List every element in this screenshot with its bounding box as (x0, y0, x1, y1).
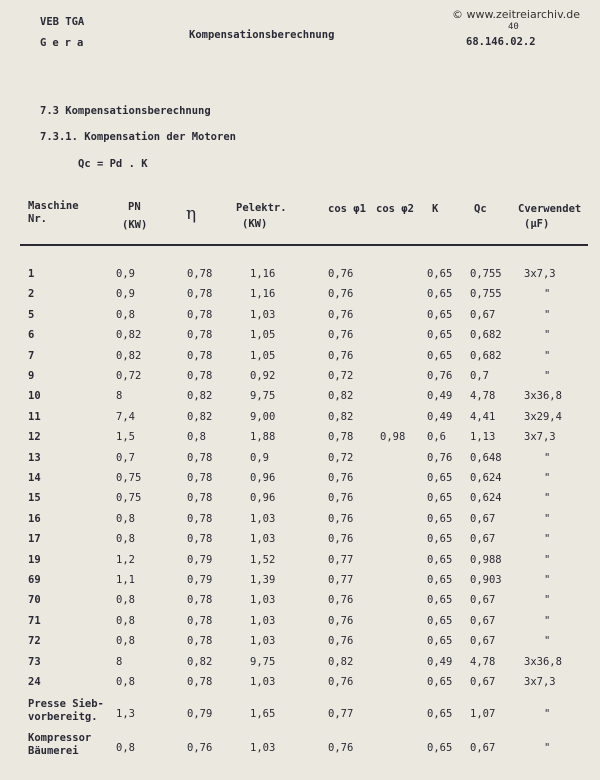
cell-cos1: 0,76 (328, 472, 354, 484)
cell-cv: " (544, 288, 551, 301)
cell-pel: 1,03 (250, 614, 276, 627)
cell-nr: 5 (28, 308, 35, 321)
cell-cv: " (544, 472, 551, 484)
cell-cos1: 0,76 (328, 349, 354, 362)
cell-cv: 3x7,3 (524, 676, 556, 688)
cell-pel: 9,00 (250, 410, 276, 423)
cell-nr: 72 (28, 635, 41, 648)
cell-pn: 0,8 (116, 742, 135, 754)
cell-pel: 1,65 (250, 708, 276, 720)
cell-pn: 0,82 (116, 349, 142, 362)
cell-cos1: 0,76 (328, 288, 354, 301)
section-subheading: 7.3.1. Kompensation der Motoren (40, 131, 236, 143)
cell-k: 0,49 (427, 410, 453, 423)
cell-nr: 11 (28, 410, 41, 423)
cell-qc: 0,67 (470, 533, 496, 546)
cell-k: 0,76 (427, 451, 453, 464)
cell-cv: 3x36,8 (524, 655, 562, 668)
cell-pel: 0,96 (250, 472, 276, 484)
doc-title: Kompensationsberechnung (189, 29, 335, 41)
cell-cv: " (544, 594, 551, 607)
col-cos2: cos φ2 (376, 203, 414, 215)
cell-qc: 0,7 (470, 370, 489, 382)
cell-eta: 0,78 (187, 533, 213, 546)
cell-pel: 1,88 (250, 431, 276, 444)
col-eta: η (186, 204, 197, 224)
cell-nr: 14 (28, 472, 41, 484)
cell-qc: 0,648 (470, 451, 502, 464)
cell-pel: 1,03 (250, 676, 276, 688)
doc-number: 68.146.02.2 (466, 36, 536, 48)
cell-pel: 1,05 (250, 349, 276, 362)
cell-cos1: 0,82 (328, 410, 354, 423)
cell-eta: 0,82 (187, 410, 213, 423)
cell-pn: 0,9 (116, 268, 135, 280)
cell-nr: 6 (28, 329, 35, 342)
cell-pn: 0,7 (116, 451, 135, 464)
cell-eta: 0,78 (187, 268, 213, 280)
cell-k: 0,65 (427, 329, 453, 342)
cell-cv: " (544, 308, 551, 321)
cell-nr: 9 (28, 370, 35, 382)
cell-k: 0,65 (427, 574, 453, 586)
cell-qc: 0,67 (470, 614, 496, 627)
cell-pn: 0,8 (116, 676, 135, 688)
cell-k: 0,65 (427, 492, 453, 505)
cell-qc: 0,988 (470, 553, 502, 566)
col-nr: Nr. (28, 213, 47, 225)
col-qc: Qc (474, 203, 487, 215)
cell-k: 0,65 (427, 614, 453, 627)
cell-pn: 8 (116, 390, 123, 403)
cell-pn: 1,5 (116, 431, 135, 444)
cell-pn: 0,8 (116, 533, 135, 546)
cell-qc: 0,67 (470, 635, 496, 648)
cell-qc: 1,07 (470, 708, 496, 720)
cell-cv: 3x29,4 (524, 410, 562, 423)
cell-nr: 7 (28, 349, 35, 362)
cell-nr: 17 (28, 533, 41, 546)
cell-qc: 4,78 (470, 655, 496, 668)
cell-cv: " (544, 708, 551, 720)
cell-qc: 0,67 (470, 742, 496, 754)
cell-k: 0,65 (427, 742, 453, 754)
cell-pel: 1,03 (250, 533, 276, 546)
cell-eta: 0,78 (187, 349, 213, 362)
cell-cv: " (544, 742, 551, 754)
cell-pn: 7,4 (116, 410, 135, 423)
cell-pn: 0,72 (116, 370, 142, 382)
cell-pn: 0,75 (116, 492, 142, 505)
cell-k: 0,65 (427, 708, 453, 720)
col-cv: Cverwendet (518, 203, 582, 215)
cell-pn: 0,75 (116, 472, 142, 484)
cell-cv: " (544, 451, 551, 464)
cell-pel: 1,03 (250, 308, 276, 321)
cell-eta: 0,78 (187, 676, 213, 688)
col-pel-unit: (KW) (242, 218, 268, 230)
cell-qc: 0,67 (470, 594, 496, 607)
org-line2: Gera (40, 37, 90, 49)
cell-pel: 0,92 (250, 370, 276, 382)
cell-pel: 1,52 (250, 553, 276, 566)
cell-cos1: 0,76 (328, 512, 354, 525)
cell-cos1: 0,82 (328, 655, 354, 668)
watermark: © www.zeitreiarchiv.de (452, 8, 580, 21)
cell-pn: 1,2 (116, 553, 135, 566)
cell-eta: 0,78 (187, 308, 213, 321)
cell-nr: 10 (28, 390, 41, 403)
cell-eta: 0,76 (187, 742, 213, 754)
cell-k: 0,65 (427, 268, 453, 280)
cell-cos1: 0,78 (328, 431, 354, 444)
cell-pel: 1,03 (250, 512, 276, 525)
cell-cv: " (544, 574, 551, 586)
cell-eta: 0,78 (187, 329, 213, 342)
cell-eta: 0,8 (187, 431, 206, 444)
cell-nr: 24 (28, 676, 41, 688)
cell-cos1: 0,76 (328, 594, 354, 607)
cell-nr: Presse Sieb- (28, 698, 104, 710)
cell-nr-line2: vorbereitg. (28, 711, 98, 723)
cell-pn: 0,8 (116, 614, 135, 627)
cell-pel: 0,96 (250, 492, 276, 505)
cell-eta: 0,82 (187, 655, 213, 668)
cell-pel: 1,03 (250, 742, 276, 754)
cell-nr: 19 (28, 553, 41, 566)
cell-qc: 0,903 (470, 574, 502, 586)
cell-pn: 0,82 (116, 329, 142, 342)
cell-cv: " (544, 533, 551, 546)
cell-nr: 69 (28, 574, 41, 586)
cell-nr: 12 (28, 431, 41, 444)
cell-qc: 0,624 (470, 492, 502, 505)
cell-k: 0,65 (427, 635, 453, 648)
cell-pel: 1,16 (250, 268, 276, 280)
cell-k: 0,49 (427, 655, 453, 668)
cell-nr: 15 (28, 492, 41, 505)
col-pel: Pelektr. (236, 202, 287, 214)
cell-eta: 0,78 (187, 451, 213, 464)
cell-pel: 1,16 (250, 288, 276, 301)
cell-cv: " (544, 329, 551, 342)
cell-cv: " (544, 492, 551, 505)
cell-cos1: 0,76 (328, 635, 354, 648)
cell-pel: 1,03 (250, 635, 276, 648)
cell-pn: 0,9 (116, 288, 135, 301)
cell-k: 0,6 (427, 431, 446, 444)
header-divider (20, 244, 588, 246)
cell-cos1: 0,76 (328, 329, 354, 342)
cell-pn: 0,8 (116, 512, 135, 525)
cell-cos1: 0,76 (328, 614, 354, 627)
cell-pel: 9,75 (250, 655, 276, 668)
cell-cos1: 0,72 (328, 370, 354, 382)
cell-cv: " (544, 349, 551, 362)
cell-pn: 1,1 (116, 574, 135, 586)
cell-cos1: 0,77 (328, 708, 354, 720)
cell-qc: 0,624 (470, 472, 502, 484)
cell-k: 0,65 (427, 594, 453, 607)
cell-nr: 16 (28, 512, 41, 525)
cell-cv: 3x7,3 (524, 431, 556, 444)
cell-cos1: 0,76 (328, 492, 354, 505)
cell-pn: 8 (116, 655, 123, 668)
cell-eta: 0,78 (187, 492, 213, 505)
cell-eta: 0,79 (187, 574, 213, 586)
cell-nr: 73 (28, 655, 41, 668)
cell-pel: 1,39 (250, 574, 276, 586)
cell-cos1: 0,76 (328, 676, 354, 688)
cell-k: 0,65 (427, 533, 453, 546)
cell-qc: 4,41 (470, 410, 496, 423)
cell-cos1: 0,77 (328, 574, 354, 586)
cell-cos1: 0,76 (328, 533, 354, 546)
cell-nr: 2 (28, 288, 35, 301)
cell-eta: 0,78 (187, 614, 213, 627)
cell-cv: 3x7,3 (524, 268, 556, 280)
cell-k: 0,65 (427, 512, 453, 525)
cell-qc: 0,755 (470, 288, 502, 301)
cell-cv: " (544, 512, 551, 525)
cell-cv: " (544, 635, 551, 648)
cell-k: 0,65 (427, 288, 453, 301)
cell-cv: 3x36,8 (524, 390, 562, 403)
cell-nr: Kompressor (28, 732, 92, 744)
cell-nr: 70 (28, 594, 41, 607)
section-heading: 7.3 Kompensationsberechnung (40, 105, 211, 117)
cell-k: 0,65 (427, 676, 453, 688)
cell-cos1: 0,77 (328, 553, 354, 566)
cell-qc: 0,682 (470, 349, 502, 362)
cell-cos2: 0,98 (380, 431, 406, 444)
col-maschine: Maschine (28, 200, 79, 212)
cell-eta: 0,79 (187, 708, 213, 720)
cell-nr: 13 (28, 451, 41, 464)
cell-cv: " (544, 614, 551, 627)
col-cv-unit: (µF) (524, 218, 550, 230)
col-pn-unit: (KW) (122, 219, 148, 231)
cell-cos1: 0,76 (328, 742, 354, 754)
cell-eta: 0,78 (187, 472, 213, 484)
cell-pel: 0,9 (250, 451, 269, 464)
cell-eta: 0,78 (187, 512, 213, 525)
cell-k: 0,65 (427, 472, 453, 484)
cell-eta: 0,78 (187, 594, 213, 607)
cell-nr: 71 (28, 614, 41, 627)
cell-eta: 0,78 (187, 635, 213, 648)
cell-pel: 1,03 (250, 594, 276, 607)
cell-pn: 0,8 (116, 635, 135, 648)
cell-eta: 0,79 (187, 553, 213, 566)
cell-k: 0,49 (427, 390, 453, 403)
cell-qc: 1,13 (470, 431, 496, 444)
cell-k: 0,65 (427, 553, 453, 566)
cell-eta: 0,82 (187, 390, 213, 403)
cell-cos1: 0,76 (328, 308, 354, 321)
page-number: 40 (508, 22, 519, 32)
cell-cos1: 0,76 (328, 268, 354, 280)
cell-nr: 1 (28, 268, 35, 280)
cell-pn: 0,8 (116, 594, 135, 607)
cell-qc: 0,67 (470, 512, 496, 525)
cell-k: 0,76 (427, 370, 453, 382)
cell-nr-line2: Bäumerei (28, 745, 79, 757)
col-cos1: cos φ1 (328, 203, 366, 215)
col-k: K (432, 203, 439, 215)
cell-pel: 1,05 (250, 329, 276, 342)
cell-eta: 0,78 (187, 370, 213, 382)
cell-eta: 0,78 (187, 288, 213, 301)
formula: Qc = Pd . K (78, 158, 148, 170)
col-pn: PN (128, 201, 141, 213)
cell-pn: 1,3 (116, 708, 135, 720)
cell-qc: 0,67 (470, 308, 496, 321)
cell-qc: 0,682 (470, 329, 502, 342)
cell-cv: " (544, 370, 551, 382)
cell-cos1: 0,72 (328, 451, 354, 464)
org-line1: VEB TGA (40, 16, 85, 28)
cell-cv: " (544, 553, 551, 566)
cell-k: 0,65 (427, 308, 453, 321)
cell-qc: 0,755 (470, 268, 502, 280)
cell-qc: 4,78 (470, 390, 496, 403)
cell-k: 0,65 (427, 349, 453, 362)
cell-pn: 0,8 (116, 308, 135, 321)
cell-qc: 0,67 (470, 676, 496, 688)
cell-pel: 9,75 (250, 390, 276, 403)
cell-cos1: 0,82 (328, 390, 354, 403)
